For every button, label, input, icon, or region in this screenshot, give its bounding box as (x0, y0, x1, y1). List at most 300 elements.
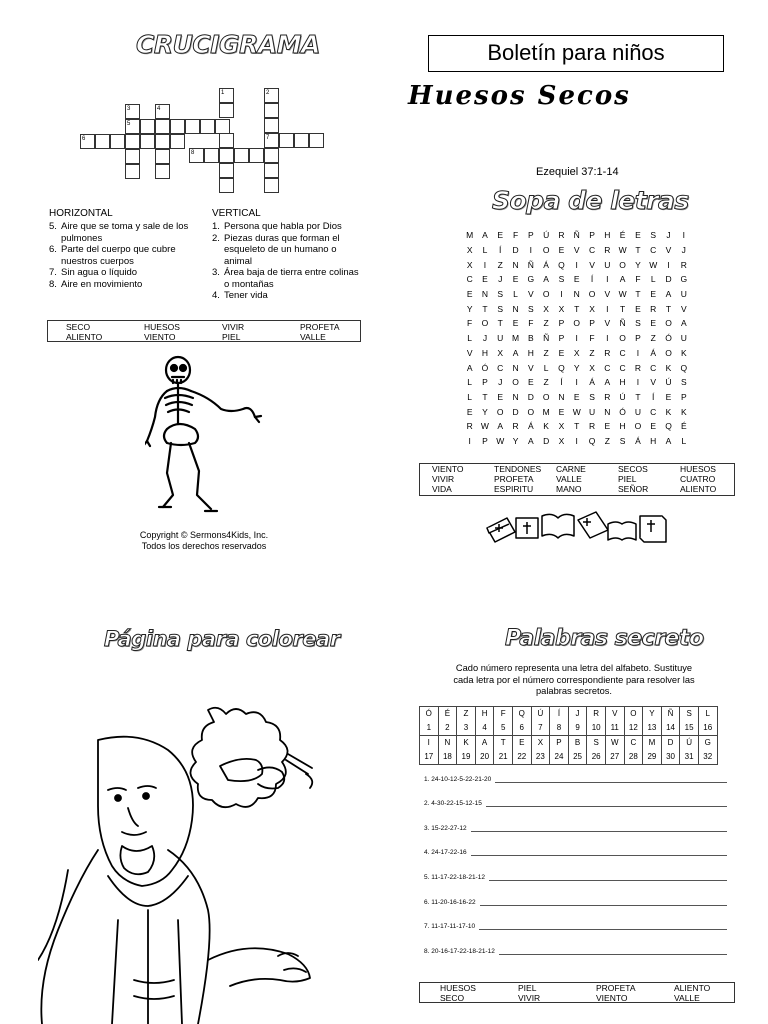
wordsearch-letter[interactable]: C (604, 362, 611, 373)
wordsearch-letter[interactable]: Í (590, 274, 594, 285)
cw-number: 8 (191, 150, 195, 156)
wordsearch-letter[interactable]: Ú (665, 377, 672, 388)
wordsearch-letter[interactable]: S (497, 303, 504, 314)
wordsearch-letter[interactable]: X (589, 362, 595, 373)
wordsearch-letter[interactable]: I (468, 435, 471, 446)
wordsearch-letter[interactable]: Q (680, 362, 688, 373)
wordsearch-letter[interactable]: W (480, 421, 489, 432)
wordsearch-letter[interactable]: U (634, 406, 641, 417)
wordsearch-letter[interactable]: P (558, 318, 565, 329)
wordsearch-letter[interactable]: E (665, 391, 672, 402)
wordsearch-letter[interactable]: P (589, 318, 595, 329)
code-letter: I (420, 736, 439, 751)
wordsearch-letter[interactable]: X (497, 347, 504, 358)
clue: 3. Área baja de tierra entre colinas o montañas (212, 267, 359, 290)
code-number: 15 (680, 721, 699, 736)
wordsearch-letter[interactable]: F (467, 318, 473, 329)
wordsearch-letter[interactable]: D (527, 391, 534, 402)
code-number: 2 (438, 721, 457, 736)
cw-number: 2 (266, 90, 270, 96)
clue: 8. Aire en movimiento (49, 278, 143, 290)
wordsearch-letter[interactable]: R (604, 245, 611, 256)
answer-line[interactable] (480, 904, 727, 906)
wordsearch-letter[interactable]: N (512, 391, 519, 402)
wordsearch-letter[interactable]: T (574, 303, 580, 314)
bibles-illustration (484, 506, 674, 546)
wordsearch-letter[interactable]: D (512, 406, 519, 417)
wordsearch-letter[interactable]: I (606, 274, 609, 285)
wordsearch-letter[interactable]: E (558, 347, 565, 358)
wordsearch-letter[interactable]: V (573, 245, 580, 256)
wordsearch-letter[interactable]: Á (589, 377, 595, 388)
wordsearch-letter[interactable]: A (543, 274, 549, 285)
wordsearch-letter[interactable]: P (558, 333, 565, 344)
wordsearch-letter[interactable]: V (650, 377, 657, 388)
wordsearch-letter[interactable]: K (543, 421, 549, 432)
wordsearch-letter[interactable]: E (497, 230, 504, 241)
code-number: 29 (643, 750, 662, 765)
wordsearch-letter[interactable]: T (482, 391, 488, 402)
wordsearch-letter[interactable]: T (635, 391, 641, 402)
code-letter: G (698, 736, 717, 751)
wordsearch-letter[interactable]: R (558, 230, 565, 241)
wordsearch-letter[interactable]: S (635, 318, 641, 329)
wordsearch-letter[interactable]: R (634, 362, 641, 373)
answer-line[interactable] (495, 781, 727, 783)
wordsearch-letter[interactable]: U (680, 333, 687, 344)
wordsearch-letter[interactable]: E (497, 391, 504, 402)
wordsearch-letter[interactable]: S (619, 435, 626, 446)
wordsearch-letter[interactable]: Ó (481, 362, 489, 373)
wordsearch-letter[interactable]: H (619, 421, 626, 432)
wordsearch-letter[interactable]: N (558, 391, 565, 402)
wordsearch-letter[interactable]: O (527, 406, 535, 417)
wordsearch-letter[interactable]: E (512, 274, 519, 285)
wordsearch-letter[interactable]: V (589, 259, 595, 270)
wordsearch-letter[interactable]: O (588, 289, 596, 300)
wordsearch-letter[interactable]: Z (543, 318, 549, 329)
code-number: 19 (457, 750, 476, 765)
wordsearch-letter[interactable]: R (650, 303, 657, 314)
vertical-heading: VERTICAL (212, 208, 261, 219)
wordsearch-letter[interactable]: O (542, 289, 550, 300)
wordsearch-letter[interactable]: O (573, 318, 581, 329)
lesson-title: Huesos Secos (408, 81, 631, 111)
wordsearch-letter[interactable]: C (588, 245, 596, 256)
wordsearch-letter[interactable]: P (680, 391, 687, 402)
wordsearch-letter[interactable]: V (466, 347, 473, 358)
wordsearch-letter[interactable]: S (680, 377, 687, 388)
wordsearch-letter[interactable]: P (482, 435, 488, 446)
wordsearch-letter[interactable]: A (619, 274, 626, 285)
code-number: 14 (661, 721, 680, 736)
coloring-illustration (38, 700, 378, 1024)
wordsearch-letter[interactable]: A (528, 435, 534, 446)
wordsearch-letter[interactable]: É (680, 421, 687, 432)
wordsearch-letter[interactable]: K (665, 406, 672, 417)
wordsearch-letter[interactable]: E (466, 406, 473, 417)
wordsearch-letter[interactable]: F (528, 318, 534, 329)
wordsearch-letter[interactable]: R (588, 421, 596, 432)
wordsearch-letter[interactable]: N (512, 362, 519, 373)
wordsearch-letter[interactable]: W (618, 245, 627, 256)
wordsearch-letter[interactable]: A (665, 435, 672, 446)
wordsearch-letter[interactable]: H (650, 435, 657, 446)
wordsearch-letter[interactable]: I (636, 377, 640, 388)
wordsearch-letter[interactable]: Z (497, 259, 503, 270)
wordsearch-letter[interactable]: A (497, 421, 504, 432)
wordsearch-letter[interactable]: E (635, 230, 641, 241)
wordsearch-letter[interactable]: X (466, 259, 473, 270)
wordsearch-letter[interactable]: T (620, 303, 626, 314)
wordsearch-letter[interactable]: A (604, 377, 611, 388)
wordsearch-letter[interactable]: K (680, 347, 687, 358)
wordsearch-letter[interactable]: Í (499, 245, 502, 256)
wordsearch-letter[interactable]: K (665, 362, 672, 373)
code-number: 1 (420, 721, 439, 736)
wordsearch-letter[interactable]: L (513, 289, 518, 300)
wordsearch-letter[interactable]: Z (543, 347, 549, 358)
wordsearch-letter[interactable]: N (481, 289, 489, 300)
wordsearch-letter[interactable]: O (512, 377, 519, 388)
code-letter: N (438, 736, 457, 751)
code-letter: Q (512, 707, 531, 722)
wordsearch-letter[interactable]: Ó (665, 333, 672, 344)
wordsearch-letter[interactable]: C (650, 245, 657, 256)
wordsearch-letter[interactable]: C (619, 347, 626, 358)
wordsearch-letter[interactable]: L (467, 333, 473, 344)
secret-puzzle-row (424, 856, 727, 881)
wordsearch-letter[interactable]: Q (588, 435, 596, 446)
wordsearch-letter[interactable]: Í (652, 391, 655, 402)
code-number: 6 (512, 721, 531, 736)
wordsearch-letter[interactable]: W (572, 406, 581, 417)
wordsearch-letter[interactable]: Ñ (573, 230, 580, 241)
vertical-clues (212, 208, 362, 302)
wordsearch-letter[interactable]: O (481, 318, 489, 329)
wordsearch-letter[interactable]: E (466, 289, 473, 300)
code-letter: L (698, 707, 717, 722)
wordsearch-row (462, 243, 691, 258)
wordsearch-letter[interactable]: N (512, 303, 519, 314)
wordsearch-letter[interactable]: E (635, 303, 641, 314)
wordsearch-letter[interactable]: I (575, 435, 578, 446)
wordsearch-letter[interactable]: L (467, 391, 473, 402)
wordsearch-row (462, 360, 691, 375)
wordsearch-letter[interactable]: C (650, 362, 657, 373)
wordsearch-letter[interactable]: A (665, 289, 672, 300)
wordsearch-letter[interactable]: A (482, 230, 488, 241)
wordsearch-letter[interactable]: A (512, 347, 519, 358)
wordsearch-letter[interactable]: V (604, 318, 611, 329)
wordsearch-letter[interactable]: S (497, 289, 504, 300)
code-number: 12 (624, 721, 643, 736)
wordsearch-letter[interactable]: S (528, 303, 534, 314)
code-number: 30 (661, 750, 680, 765)
wordsearch-letter[interactable]: Z (543, 377, 549, 388)
cw-number: 4 (157, 106, 161, 112)
wordsearch-letter[interactable]: L (543, 362, 549, 373)
wordsearch-letter[interactable]: E (650, 421, 657, 432)
code-number: 23 (531, 750, 550, 765)
coloring-title: Página para colorear (104, 627, 340, 651)
wordsearch-letter[interactable]: C (466, 274, 473, 285)
wordsearch-letter[interactable]: É (619, 230, 626, 241)
wordsearch-letter[interactable]: P (482, 377, 488, 388)
wordsearch-letter[interactable]: O (665, 347, 672, 358)
wordsearch-letter[interactable]: S (650, 230, 657, 241)
horizontal-heading: HORIZONTAL (49, 208, 113, 219)
wordsearch-letter[interactable]: Ñ (543, 333, 550, 344)
wordsearch-letter[interactable]: Y (635, 259, 641, 270)
skeleton-illustration (145, 355, 265, 520)
wordsearch-letter[interactable]: C (619, 362, 626, 373)
wordsearch-letter[interactable]: V (665, 245, 672, 256)
answer-line[interactable] (499, 953, 727, 955)
wordsearch-letter[interactable]: W (649, 259, 658, 270)
wordsearch-letter[interactable]: G (680, 274, 688, 285)
wordsearch-letter[interactable]: D (665, 274, 672, 285)
wordsearch-letter[interactable]: M (511, 333, 520, 344)
wordsearch-letter[interactable]: N (573, 289, 580, 300)
wordsearch-letter[interactable]: U (680, 289, 687, 300)
wordsearch-letter[interactable]: I (575, 333, 578, 344)
wordsearch-letter[interactable]: N (604, 406, 611, 417)
wordsearch-letter[interactable]: Á (528, 421, 534, 432)
code-number: 26 (587, 750, 606, 765)
code-number: 13 (643, 721, 662, 736)
wordsearch-letter[interactable]: O (619, 333, 626, 344)
wordsearch-letter[interactable]: T (665, 303, 672, 314)
wordsearch-letter[interactable]: W (618, 289, 627, 300)
wordsearch-letter[interactable]: O (496, 406, 504, 417)
code-letter: E (512, 736, 531, 751)
secret-puzzle-row (424, 832, 727, 857)
wordsearch-letter[interactable]: Y (466, 303, 473, 314)
wordsearch-letter[interactable]: I (529, 245, 533, 256)
wordsearch-letter[interactable]: H (619, 377, 626, 388)
secret-puzzle-row (424, 930, 727, 955)
wordsearch-letter[interactable]: Y (573, 362, 580, 373)
wordsearch-letter[interactable]: J (498, 377, 503, 388)
wordsearch-letter[interactable]: Q (665, 421, 672, 432)
wordsearch-letter[interactable]: K (680, 406, 687, 417)
wordsearch-title: Sopa de letras (492, 186, 689, 215)
wordsearch-letter[interactable]: X (558, 303, 565, 314)
wordsearch-letter[interactable]: R (604, 391, 611, 402)
wordsearch-letter[interactable]: M (542, 406, 550, 417)
code-letter: B (568, 736, 587, 751)
answer-line[interactable] (486, 805, 727, 807)
wordsearch-letter[interactable]: U (588, 406, 596, 417)
wordsearch-letter[interactable]: B (528, 333, 534, 344)
wordsearch-letter[interactable]: L (681, 435, 687, 446)
wordsearch-letter[interactable]: S (558, 274, 565, 285)
wordsearch-letter[interactable]: Y (512, 435, 519, 446)
wordsearch-letter[interactable]: Á (635, 435, 641, 446)
wordsearch-letter[interactable]: D (512, 245, 519, 256)
wordsearch-letter[interactable]: I (560, 289, 563, 300)
wordsearch-letter[interactable]: R (680, 259, 687, 270)
wordsearch-letter[interactable]: E (512, 318, 519, 329)
wordsearch-letter[interactable]: F (512, 230, 519, 241)
wordsearch-letter[interactable]: J (666, 230, 671, 241)
wordsearch-letter[interactable]: O (634, 421, 642, 432)
wordsearch-letter[interactable]: E (573, 274, 580, 285)
wordsearch-letter[interactable]: Z (589, 347, 595, 358)
wordsearch-letter[interactable]: T (635, 289, 641, 300)
wordsearch-letter[interactable]: Ú (543, 230, 550, 241)
clue: 4. Tener vida (212, 290, 268, 301)
wordsearch-letter[interactable]: O (665, 318, 672, 329)
wordsearch-letter[interactable]: A (680, 318, 687, 329)
wordsearch-grid (462, 228, 691, 448)
wordsearch-letter[interactable]: F (589, 333, 595, 344)
wordsearch-letter[interactable]: X (558, 421, 565, 432)
code-number: 7 (531, 721, 550, 736)
wordsearch-letter[interactable]: Q (558, 362, 565, 373)
wordsearch-letter[interactable]: U (497, 333, 504, 344)
code-number: 21 (494, 750, 513, 765)
wordsearch-letter[interactable]: Ñ (527, 259, 534, 270)
wordsearch-letter[interactable]: V (680, 303, 687, 314)
wordsearch-letter[interactable]: Á (543, 259, 549, 270)
wordsearch-letter[interactable]: X (466, 245, 473, 256)
wordsearch-letter[interactable]: O (619, 259, 626, 270)
wordsearch-letter[interactable]: E (558, 406, 565, 417)
wordsearch-letter[interactable]: X (558, 435, 565, 446)
code-letter: V (605, 707, 624, 722)
wordsearch-letter[interactable]: I (606, 333, 609, 344)
wordsearch-letter[interactable]: E (604, 421, 611, 432)
code-number: 10 (587, 721, 606, 736)
wordsearch-letter[interactable]: J (498, 274, 503, 285)
wordsearch-letter[interactable]: Ñ (619, 318, 626, 329)
wordsearch-letter[interactable]: I (575, 259, 578, 270)
wordsearch-letter[interactable]: E (650, 289, 657, 300)
wordsearch-letter[interactable]: I (575, 377, 578, 388)
wordsearch-letter[interactable]: E (482, 274, 488, 285)
cw-number: 7 (266, 135, 270, 141)
wordsearch-letter[interactable]: X (573, 347, 580, 358)
wordsearch-letter[interactable]: T (574, 421, 580, 432)
wordsearch-letter[interactable]: X (543, 303, 549, 314)
code-letter: Ñ (661, 707, 680, 722)
wordsearch-letter[interactable]: J (681, 245, 686, 256)
wordsearch-letter[interactable]: R (466, 421, 473, 432)
wordsearch-letter[interactable]: Y (482, 406, 488, 417)
wordsearch-letter[interactable]: I (483, 259, 487, 270)
cw-number: 6 (82, 136, 86, 142)
wordsearch-letter[interactable]: U (604, 259, 611, 270)
wordsearch-letter[interactable]: Z (650, 333, 656, 344)
wordsearch-letter[interactable]: E (573, 391, 580, 402)
wordsearch-letter[interactable]: V (528, 362, 534, 373)
wordsearch-letter[interactable]: V (528, 289, 534, 300)
secret-puzzle-code: 1. 24-10-12-5-22-21-20 (424, 775, 492, 783)
wordsearch-letter[interactable]: C (650, 406, 657, 417)
wordsearch-letter[interactable]: D (543, 435, 550, 446)
wordsearch-letter[interactable]: L (467, 377, 473, 388)
wordsearch-letter[interactable]: P (635, 333, 641, 344)
wordsearch-letter[interactable]: E (558, 245, 565, 256)
wordsearch-letter[interactable]: M (466, 230, 474, 241)
clue: 1. Persona que habla por Dios (212, 221, 342, 232)
wordsearch-letter[interactable]: L (650, 274, 656, 285)
wordsearch-letter[interactable]: H (481, 347, 489, 358)
answer-line[interactable] (489, 879, 727, 881)
wordsearch-letter[interactable]: C (497, 362, 504, 373)
wordsearch-letter[interactable]: I (606, 303, 609, 314)
cw-number: 3 (127, 106, 131, 112)
wordsearch-letter[interactable]: P (528, 230, 534, 241)
wordsearch-letter[interactable]: L (482, 245, 488, 256)
wordsearch-letter[interactable]: Ú (619, 391, 626, 402)
secret-puzzle-code: 4. 24-17-22-16 (424, 849, 467, 857)
wordsearch-letter[interactable]: T (497, 318, 503, 329)
secret-puzzle-row (424, 881, 727, 906)
crossword-word-bank: SECO HUESOS VIVIR PROFETA ALIENTO VIENTO PIEL VALLE (47, 320, 361, 342)
wordsearch-letter[interactable]: Á (650, 347, 657, 358)
answer-line[interactable] (479, 928, 727, 930)
wordsearch-letter[interactable]: X (589, 303, 595, 314)
code-letter: Ú (531, 707, 550, 722)
wordsearch-letter[interactable]: G (527, 274, 535, 285)
secret-instructions: Cado número representa una letra del alfabeto. Sustituye cada letra por el número correspondiente para resolver las palabras secretos. (453, 663, 695, 696)
wordsearch-letter[interactable]: H (527, 347, 534, 358)
wordsearch-letter[interactable]: F (635, 274, 641, 285)
answer-line[interactable] (471, 854, 727, 856)
code-number: 27 (605, 750, 624, 765)
wordsearch-letter[interactable]: O (542, 245, 550, 256)
wordsearch-letter[interactable]: S (589, 391, 595, 402)
wordsearch-row (462, 228, 691, 243)
wordsearch-letter[interactable]: A (466, 362, 473, 373)
wordsearch-letter[interactable]: N (512, 259, 519, 270)
wordsearch-letter[interactable]: Í (560, 377, 563, 388)
answer-line[interactable] (471, 830, 727, 832)
wordsearch-letter[interactable]: E (528, 377, 534, 388)
code-letter: J (568, 707, 587, 722)
wordsearch-letter[interactable]: P (589, 230, 595, 241)
code-number: 8 (550, 721, 569, 736)
wordsearch-letter[interactable]: J (482, 333, 488, 344)
wordsearch-letter[interactable]: I (636, 347, 640, 358)
wordsearch-row (462, 272, 691, 287)
wordsearch-letter[interactable]: Z (604, 435, 610, 446)
wordsearch-letter[interactable]: H (604, 230, 611, 241)
wordsearch-letter[interactable]: O (542, 391, 550, 402)
clue: 7. Sin agua o líquido (49, 267, 138, 278)
wordsearch-letter[interactable]: T (635, 245, 641, 256)
wordsearch-letter[interactable]: E (650, 318, 657, 329)
code-number: 11 (605, 721, 624, 736)
wordsearch-letter[interactable]: I (682, 230, 685, 241)
wordsearch-letter[interactable]: V (604, 289, 611, 300)
code-letter: M (643, 736, 662, 751)
wordsearch-row (462, 301, 691, 316)
wordsearch-letter[interactable]: I (667, 259, 670, 270)
wordsearch-letter[interactable]: Ó (619, 406, 626, 417)
wordsearch-row (462, 287, 691, 302)
wordsearch-letter[interactable]: R (512, 421, 519, 432)
wordsearch-letter[interactable]: T (482, 303, 488, 314)
wordsearch-letter[interactable]: W (496, 435, 505, 446)
wordsearch-letter[interactable]: Q (558, 259, 565, 270)
wordsearch-letter[interactable]: R (604, 347, 611, 358)
code-letter: R (587, 707, 606, 722)
wordsearch-row (462, 390, 691, 405)
